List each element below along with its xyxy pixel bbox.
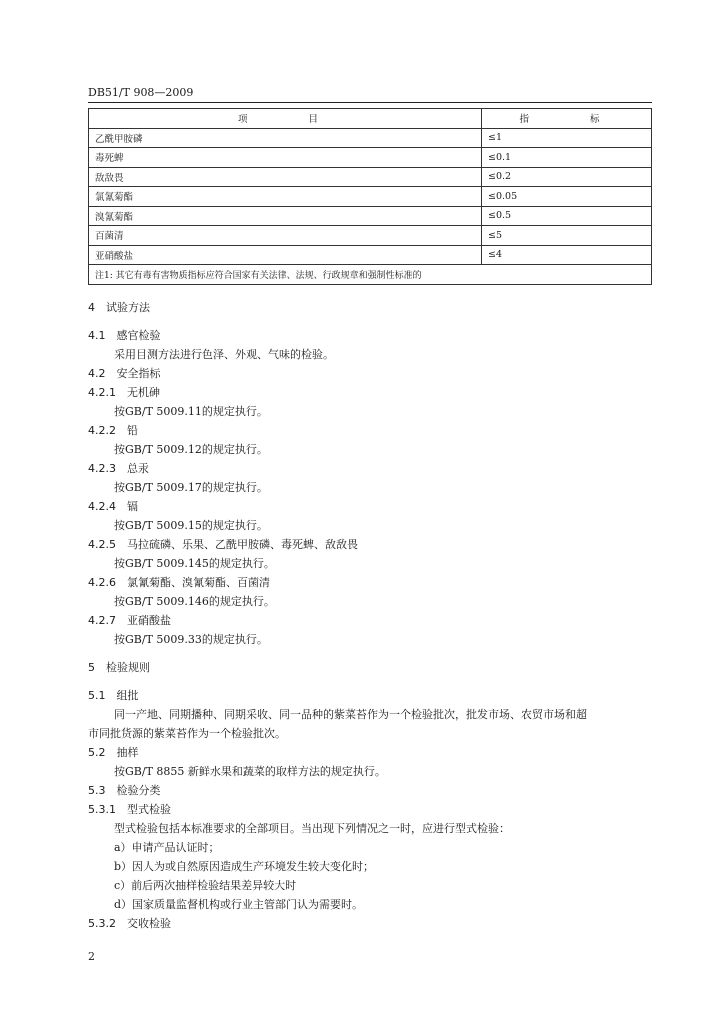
section-5-2-text: 按GB/T 8855 新鲜水果和蔬菜的取样方法的规定执行。 xyxy=(114,765,386,778)
list-item-b: b）因人为或自然原因造成生产环境发生较大变化时； xyxy=(114,860,375,873)
section-5-3-1-heading: 5.3.1 型式检验 xyxy=(88,803,171,816)
table-row xyxy=(89,167,652,187)
table-row xyxy=(89,226,652,246)
section-4-2-2-text: 按GB/T 5009.12的规定执行。 xyxy=(114,443,268,456)
item-cell: 亚硝酸盐 xyxy=(89,245,482,265)
section-4-2-6-heading: 4.2.6 氯氰菊酯、溴氰菊酯、百菌清 xyxy=(88,576,270,589)
table-note-row xyxy=(89,265,652,285)
list-item-c: c）前后两次抽样检验结果差异较大时 xyxy=(114,879,297,892)
item-cell: 溴氰菊酯 xyxy=(89,206,482,226)
table-row xyxy=(89,148,652,168)
section-4-2-3-heading: 4.2.3 总汞 xyxy=(88,462,149,475)
table-row xyxy=(89,206,652,226)
value-cell: ≤0.5 xyxy=(482,206,652,226)
section-5-3-1-text: 型式检验包括本标准要求的全部项目。当出现下列情况之一时，应进行型式检验： xyxy=(114,822,510,835)
section-5-3-heading: 5.3 检验分类 xyxy=(88,784,161,797)
value-cell: ≤0.1 xyxy=(482,148,652,168)
table-row xyxy=(89,187,652,207)
section-4-2-3-text: 按GB/T 5009.17的规定执行。 xyxy=(114,481,268,494)
item-cell: 氯氰菊酯 xyxy=(89,187,482,207)
section-5-1-heading: 5.1 组批 xyxy=(88,689,139,702)
section-5-1-text-line1: 同一产地、同期播种、同期采收、同一品种的紫菜苔作为一个检验批次，批发市场、农贸市场和超 xyxy=(114,708,587,721)
list-item-a: a）申请产品认证时； xyxy=(114,841,220,854)
list-item-d: d）国家质量监督机构或行业主管部门认为需要时。 xyxy=(114,898,364,911)
section-4-2-5-text: 按GB/T 5009.145的规定执行。 xyxy=(114,557,275,570)
item-cell: 百菌清 xyxy=(89,226,482,246)
section-4-2-4-text: 按GB/T 5009.15的规定执行。 xyxy=(114,519,268,532)
section-4-2-7-heading: 4.2.7 亚硝酸盐 xyxy=(88,614,171,627)
section-4-2-1-text: 按GB/T 5009.11的规定执行。 xyxy=(114,405,268,418)
section-5-3-2-heading: 5.3.2 交收检验 xyxy=(88,917,171,930)
section-5-2-heading: 5.2 抽样 xyxy=(88,746,139,759)
section-5-1-text-line2: 市同批货源的紫菜苔作为一个检验批次。 xyxy=(88,727,286,740)
section-4-2-heading: 4.2 安全指标 xyxy=(88,367,161,380)
value-cell: ≤0.05 xyxy=(482,187,652,207)
value-cell: ≤4 xyxy=(482,245,652,265)
value-cell: ≤1 xyxy=(482,128,652,148)
section-4-2-5-heading: 4.2.5 马拉硫磷、乐果、乙酰甲胺磷、毒死蜱、敌敌畏 xyxy=(88,538,358,551)
section-4-2-2-heading: 4.2.2 铅 xyxy=(88,424,138,437)
table-row xyxy=(89,128,652,148)
page-number: 2 xyxy=(88,950,95,963)
section-5-heading: 5 检验规则 xyxy=(88,661,150,674)
item-cell: 乙酰甲胺磷 xyxy=(89,128,482,148)
section-4-1-text: 采用目测方法进行色泽、外观、气味的检验。 xyxy=(114,348,334,361)
col-item-header: 项 目 xyxy=(89,109,482,129)
section-4-2-1-heading: 4.2.1 无机砷 xyxy=(88,386,160,399)
header-rule xyxy=(88,102,652,103)
value-cell: ≤0.2 xyxy=(482,167,652,187)
value-cell: ≤5 xyxy=(482,226,652,246)
limits-table xyxy=(88,108,652,285)
section-4-2-6-text: 按GB/T 5009.146的规定执行。 xyxy=(114,595,275,608)
item-cell: 敌敌畏 xyxy=(89,167,482,187)
section-4-2-4-heading: 4.2.4 镉 xyxy=(88,500,138,513)
standard-code: DB51/T 908—2009 xyxy=(88,86,194,99)
section-4-1-heading: 4.1 感官检验 xyxy=(88,329,161,342)
table-header-row xyxy=(89,109,652,129)
table-note: 注1: 其它有毒有害物质指标应符合国家有关法律、法规、行政规章和强制性标准的 xyxy=(89,265,652,285)
col-index-header: 指 标 xyxy=(482,109,652,129)
table-row xyxy=(89,245,652,265)
section-4-2-7-text: 按GB/T 5009.33的规定执行。 xyxy=(114,633,268,646)
item-cell: 毒死蜱 xyxy=(89,148,482,168)
section-4-heading: 4 试验方法 xyxy=(88,301,150,314)
